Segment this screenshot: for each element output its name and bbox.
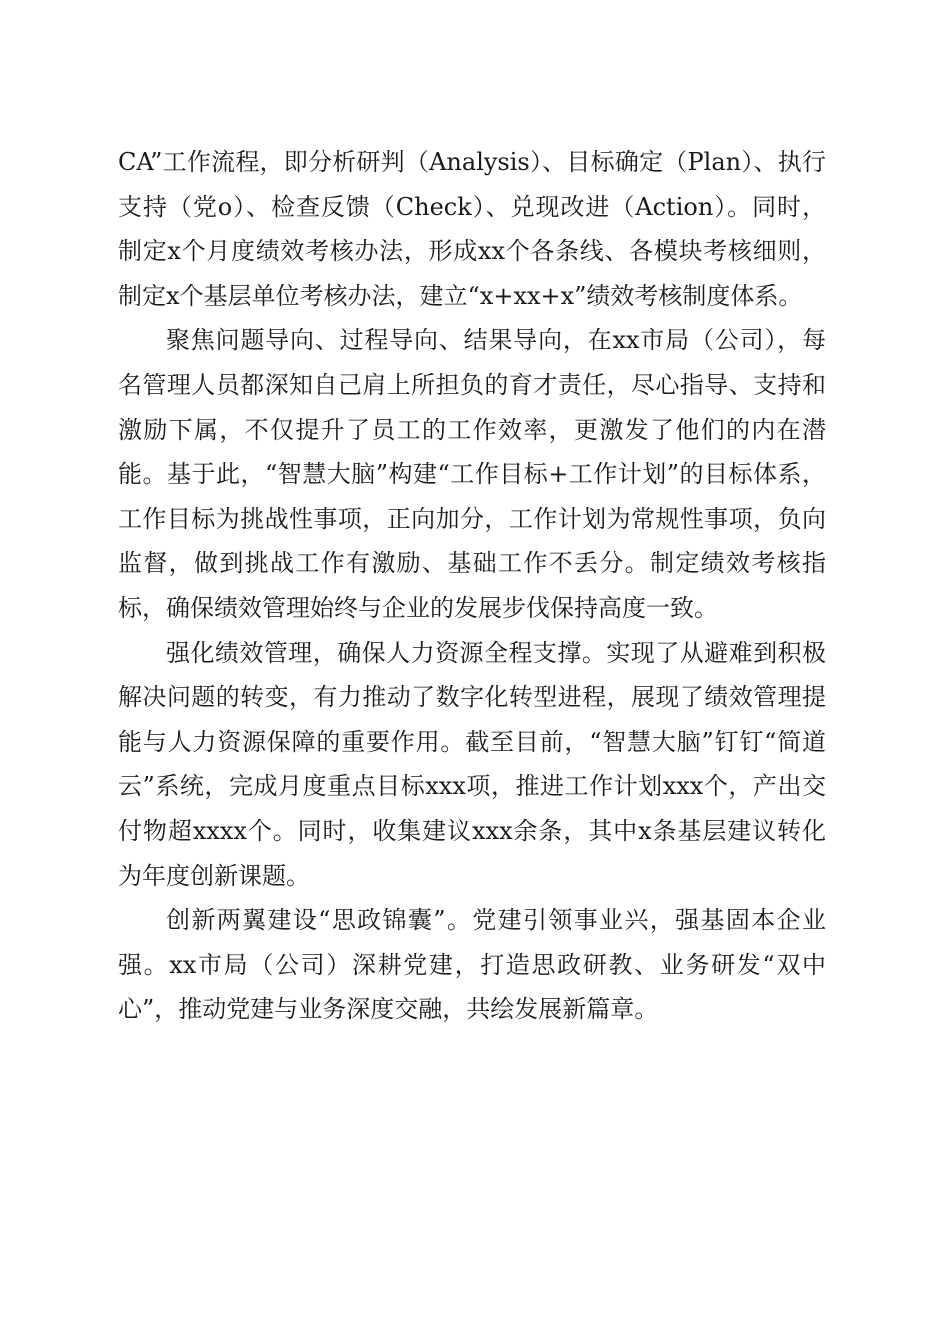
paragraph-problem-orientation: 聚焦问题导向、过程导向、结果导向，在xx市局（公司），每名管理人员都深知自己肩上所担负的育才责任，尽心指导、支持和激励下属，不仅提升了员工的工作效率，更激发了他们的内在潜能。基于此，“智慧大脑”构建“工作目标+工作计划”的目标体系，工作目标为挑战性事项，正向加分，工作计划为常规性事项，负向监督，做到挑战工作有激励、基础工作不丢分。制定绩效考核指标，确保绩效管理始终与企业的发展步伐保持高度一致。 bbox=[118, 326, 826, 622]
paragraph-performance-management: 强化绩效管理，确保人力资源全程支撑。实现了从避难到积极解决问题的转变，有力推动了数字化转型进程，展现了绩效管理提能与人力资源保障的重要作用。截至目前，“智慧大脑”钉钉“简道云”系统，完成月度重点目标xxx项，推进工作计划xxx个，产出交付物超xxxx个。同时，收集建议xxx余条，其中x条基层建议转化为年度创新课题。 bbox=[118, 638, 826, 890]
document-body bbox=[118, 140, 826, 1032]
paragraph-party-building: 创新两翼建设“思政锦囊”。党建引领事业兴，强基固本企业强。xx市局（公司）深耕党建，打造思政研教、业务研发“双中心”，推动党建与业务深度交融，共绘发展新篇章。 bbox=[118, 906, 826, 1024]
paragraph-workflow: CA”工作流程，即分析研判（Analysis）、目标确定（Plan）、执行支持（党o）、检查反馈（Check）、兑现改进（Action）。同时，制定x个月度绩效考核办法，形成xx个各条线、各模块考核细则，制定x个基层单位考核办法，建立“x+xx+x”绩效考核制度体系。 bbox=[118, 148, 826, 310]
